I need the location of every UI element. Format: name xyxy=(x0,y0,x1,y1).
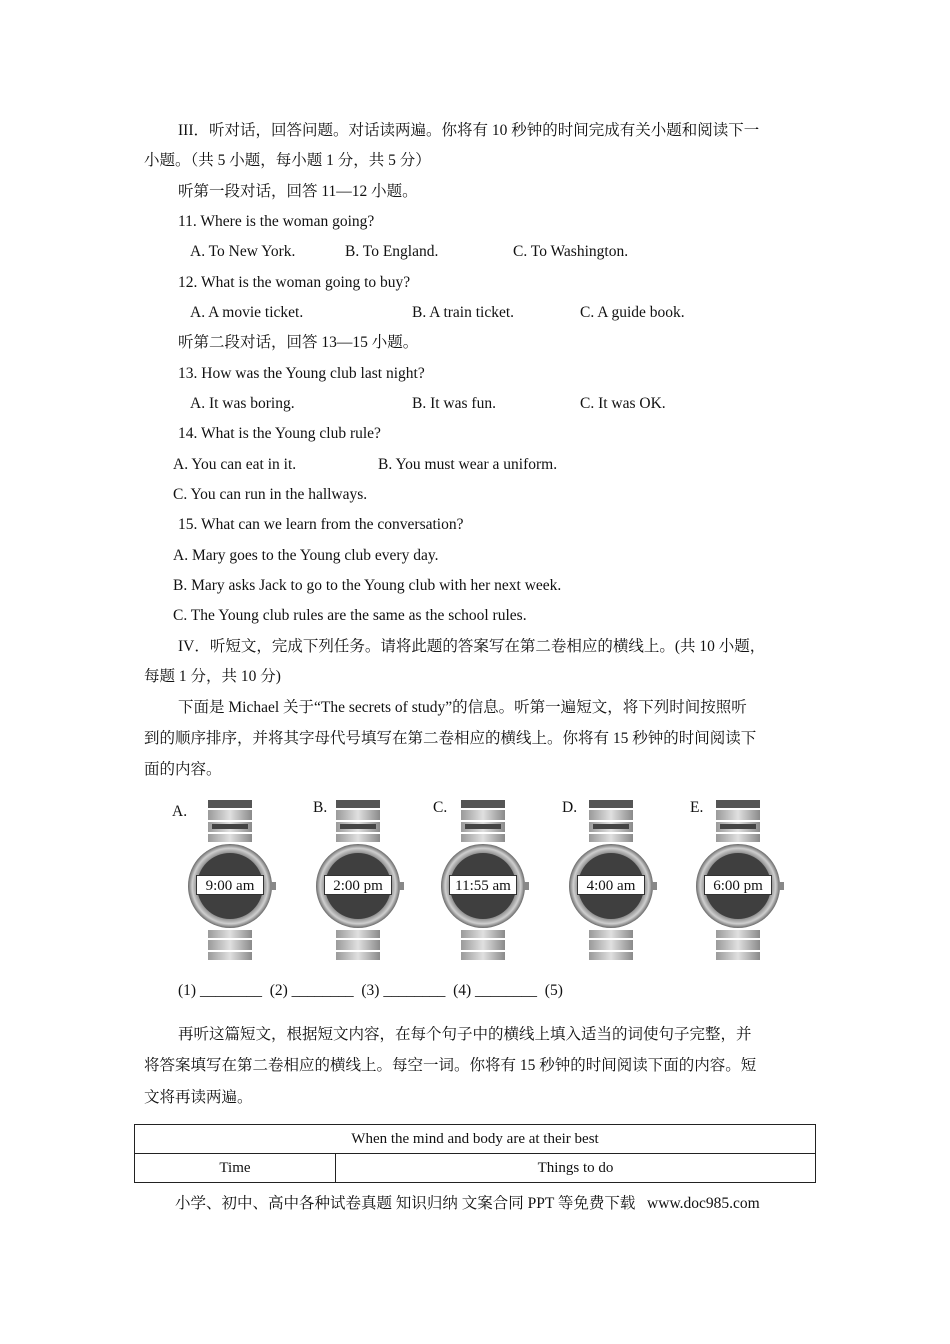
q15-option-c: C. The Young club rules are the same as the school rules. xyxy=(173,607,527,624)
q15-option-b: B. Mary asks Jack to go to the Young club with her next week. xyxy=(173,577,562,594)
watch-c-time: 11:55 am xyxy=(449,875,517,895)
second-listen-line3: 文将再读两遍。 xyxy=(144,1089,253,1106)
q12-option-c: C. A guide book. xyxy=(580,304,685,321)
table-header-things: Things to do xyxy=(336,1154,816,1183)
question-13: 13. How was the Young club last night? xyxy=(178,365,425,382)
section3-heading-line2: 小题。（共 5 小题，每小题 1 分，共 5 分） xyxy=(144,152,431,169)
q12-option-b: B. A train ticket. xyxy=(412,304,515,321)
q11-option-a: A. To New York. xyxy=(190,243,296,260)
q12-option-a: A. A movie ticket. xyxy=(190,304,304,321)
question-15: 15. What can we learn from the conversation? xyxy=(178,516,464,533)
watch-e xyxy=(690,800,786,960)
q13-option-c: C. It was OK. xyxy=(580,395,666,412)
study-table xyxy=(134,1124,816,1183)
section4-intro-line2: 到的顺序排序，并将其字母代号填写在第二卷相应的横线上。你将有 15 秒钟的时间阅读下 xyxy=(144,730,757,747)
ordering-blanks: (1) ________ (2) ________ (3) ________ (4) ________ (5) xyxy=(178,982,563,999)
second-listen-line2: 将答案填写在第二卷相应的横线上。每空一词。你将有 15 秒钟的时间阅读下面的内容。短 xyxy=(144,1057,757,1074)
watch-b-time: 2:00 pm xyxy=(324,875,392,895)
watch-d xyxy=(563,800,659,960)
watch-b xyxy=(310,800,406,960)
dialog2-instruction: 听第二段对话，回答 13—15 小题。 xyxy=(178,334,419,351)
watch-d-letter: D. xyxy=(562,799,578,816)
q13-option-b: B. It was fun. xyxy=(412,395,496,412)
watch-c xyxy=(435,800,531,960)
table-title: When the mind and body are at their best xyxy=(135,1125,816,1154)
watch-e-time: 6:00 pm xyxy=(704,875,772,895)
section4-heading-line2: 每题 1 分，共 10 分) xyxy=(144,668,281,685)
section3-heading-line1: III．听对话，回答问题。对话读两遍。你将有 10 秒钟的时间完成有关小题和阅读下一 xyxy=(178,122,760,139)
watch-e-letter: E. xyxy=(690,799,704,816)
q13-option-a: A. It was boring. xyxy=(190,395,295,412)
q11-option-b: B. To England. xyxy=(345,243,439,260)
section4-heading-line1: IV．听短文，完成下列任务。请将此题的答案写在第二卷相应的横线上。(共 10 小题， xyxy=(178,638,766,655)
q15-option-a: A. Mary goes to the Young club every day. xyxy=(173,547,439,564)
question-11: 11. Where is the woman going? xyxy=(178,213,375,230)
watch-a-time: 9:00 am xyxy=(196,875,264,895)
table-header-time: Time xyxy=(135,1154,336,1183)
watch-a xyxy=(182,800,278,960)
question-12: 12. What is the woman going to buy? xyxy=(178,274,411,291)
section4-intro-line3: 面的内容。 xyxy=(144,761,222,778)
second-listen-line1: 再听这篇短文，根据短文内容，在每个句子中的横线上填入适当的词使句子完整，并 xyxy=(178,1026,752,1043)
page-footer: 小学、初中、高中各种试卷真题 知识归纳 文案合同 PPT 等免费下载 www.doc985.com xyxy=(175,1195,760,1212)
q14-option-b: B. You must wear a uniform. xyxy=(378,456,558,473)
q14-option-a: A. You can eat in it. xyxy=(173,456,297,473)
section4-intro-line1: 下面是 Michael 关于“The secrets of study”的信息。听第一遍短文，将下列时间按照听 xyxy=(178,699,747,716)
dialog1-instruction: 听第一段对话，回答 11—12 小题。 xyxy=(178,183,418,200)
watch-b-letter: B. xyxy=(313,799,328,816)
watch-d-time: 4:00 am xyxy=(577,875,645,895)
watch-c-letter: C. xyxy=(433,799,448,816)
q11-option-c: C. To Washington. xyxy=(513,243,629,260)
q14-option-c: C. You can run in the hallways. xyxy=(173,486,368,503)
question-14: 14. What is the Young club rule? xyxy=(178,425,381,442)
watch-a-letter: A. xyxy=(172,803,188,820)
